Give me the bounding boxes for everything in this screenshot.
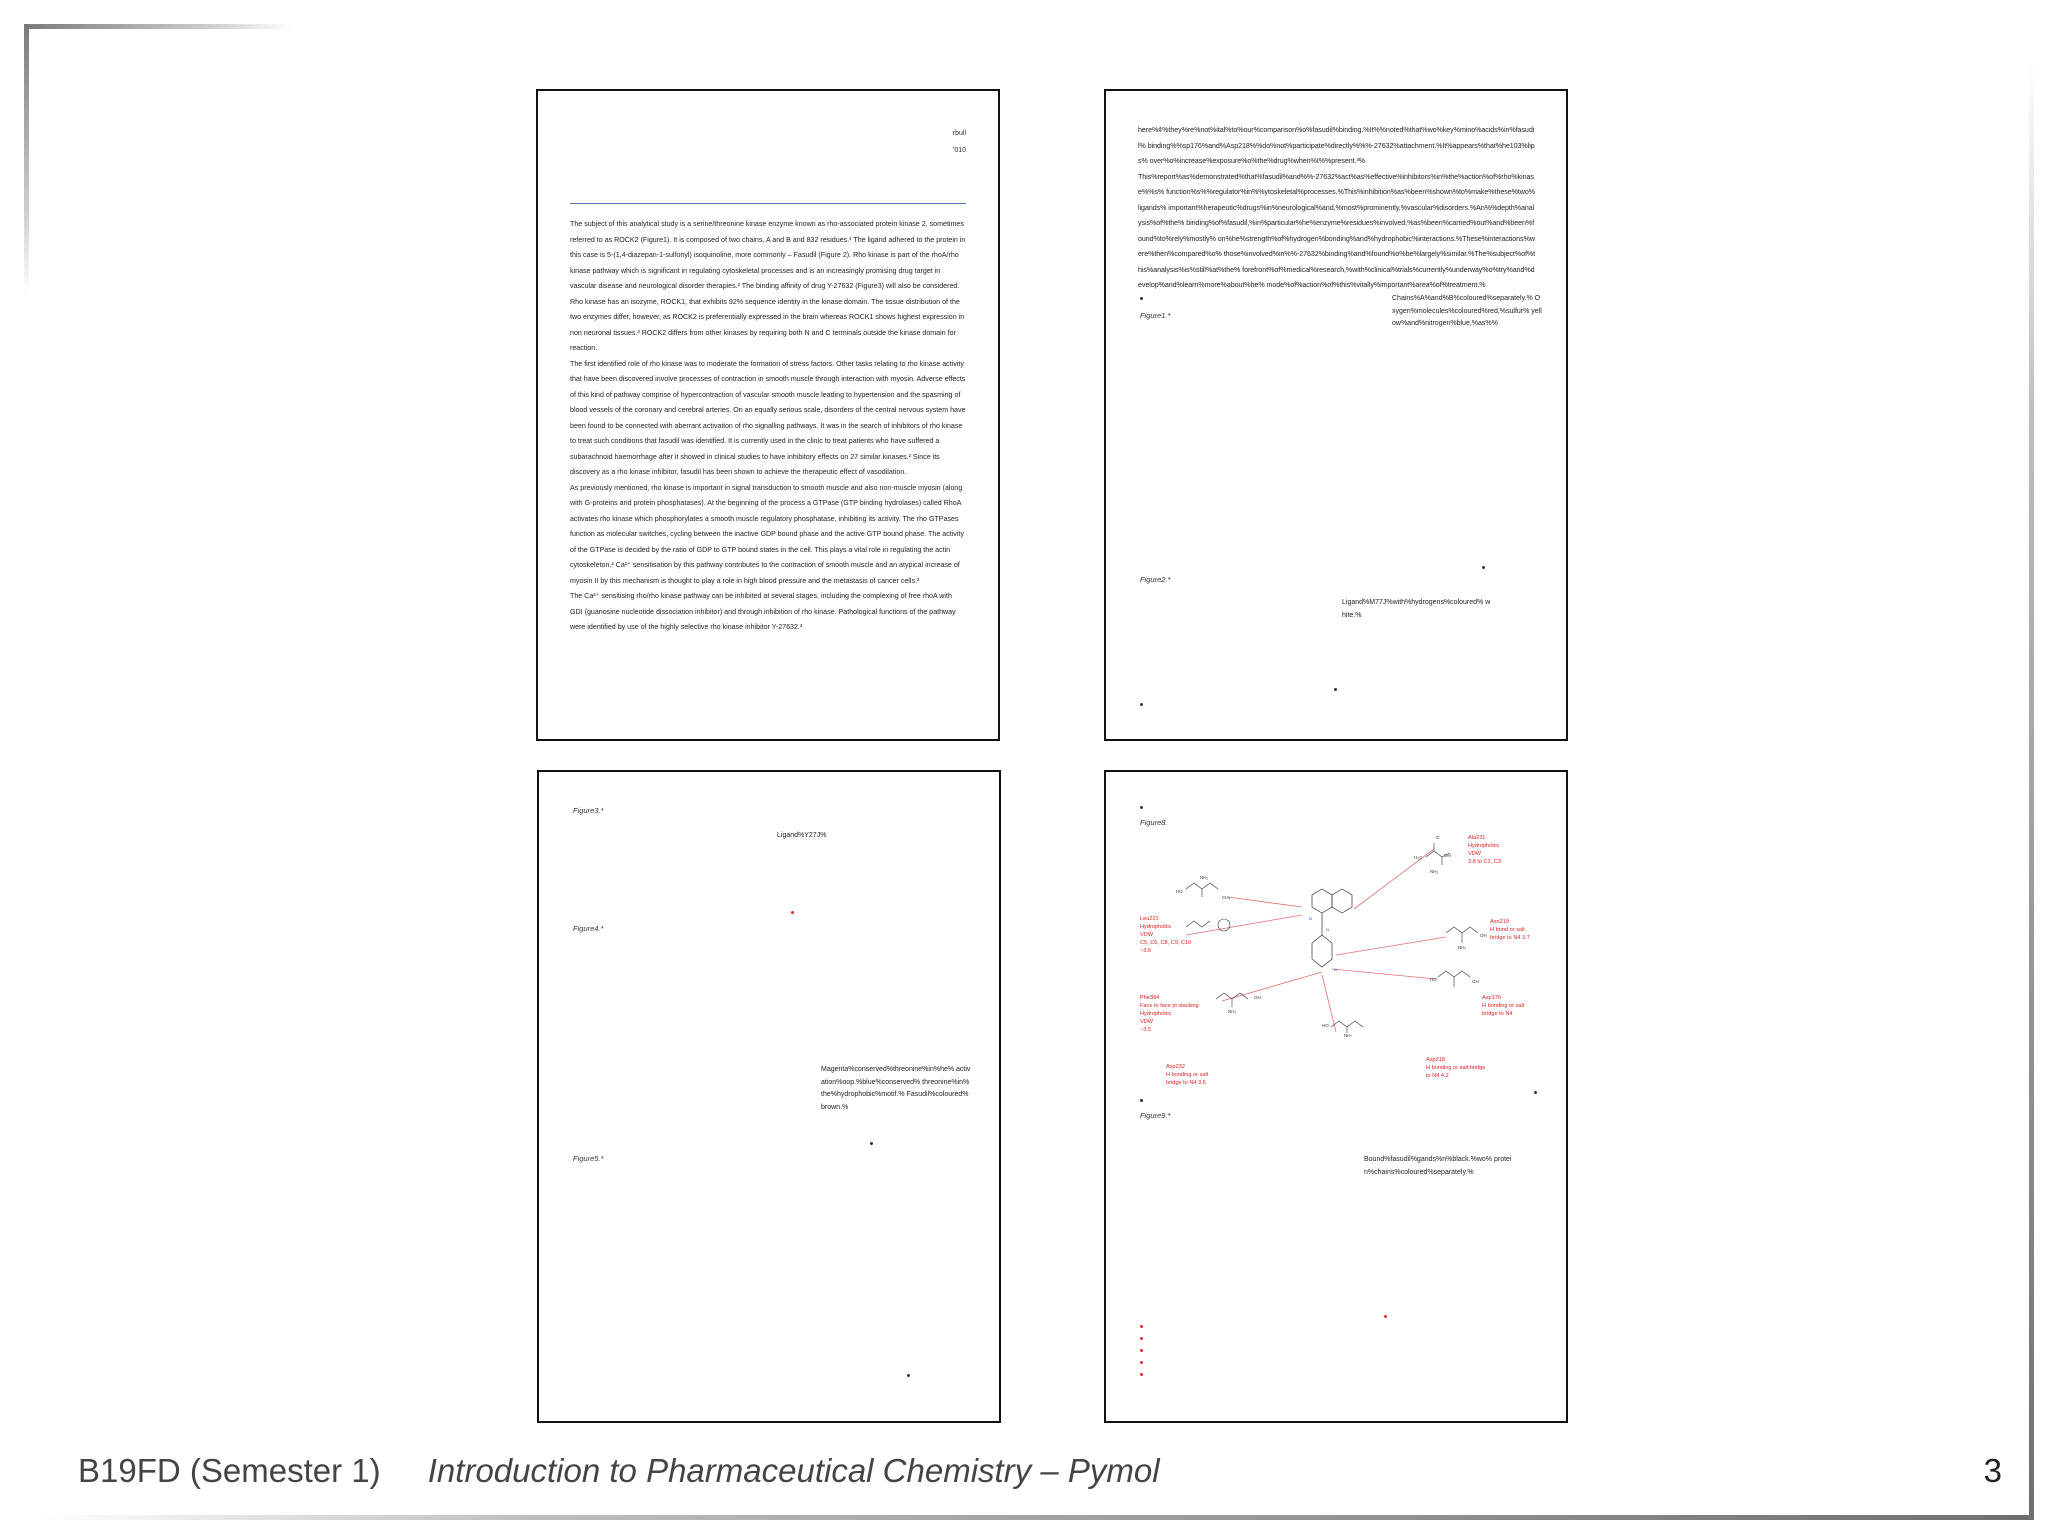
atom-ho: HO xyxy=(1322,1023,1329,1028)
atom-ho: HO xyxy=(1176,889,1183,894)
header-rule xyxy=(570,203,966,204)
annotation-line: Asp232 xyxy=(1166,1064,1185,1070)
atom-labels xyxy=(1309,916,1337,972)
annotation-line: Asp218 xyxy=(1426,1057,1445,1063)
atom-n: N xyxy=(1309,916,1312,921)
annotation-phe384 xyxy=(1140,994,1199,1034)
bullet-mark xyxy=(1534,1091,1537,1094)
atom-n: N xyxy=(1334,967,1337,972)
annotation-line: ~3.6 xyxy=(1140,948,1152,954)
annotation-line: Hydrophobic xyxy=(1140,924,1172,930)
annotation-line: bridge to N4 xyxy=(1482,1011,1513,1017)
slide-footer xyxy=(78,1452,1160,1490)
figure-5-label: Figure5.* xyxy=(573,1154,604,1163)
document-page-4 xyxy=(1104,770,1568,1423)
bullet-mark xyxy=(1140,1349,1143,1352)
bullet-mark xyxy=(791,911,794,914)
annotation-line: H bonding or salt xyxy=(1166,1072,1209,1078)
paragraph: This%report%as%demonstrated%that%fasudil%and%%-27632%act%as%effective%inhibitors%in%the%action%of%rho%kinase%%s% function%s%%regulator%in%%ytoskeletal%processes.%This%inhibition%as%been%shown%to%make%these%two%ligands% important%herapeutic%drugs%in%neurological%and,%most%prominently,%vascular%disorders.%An%%depth%analysis%of%the% binding%of%fasudil,%in%particular%he%enzyme%residues%involved,%as%been%carried%out%and%been%found%to%rely%mostly% on%he%strength%of%hydrogen%bonding%and%hydrophobic%interactions.%These%interactions%were%then%compared%o% those%involved%in%%-27632%binding%and%found%o%be%largely%similar.%The%subject%of%this%analysis%is%still%at%the% forefront%of%medical%research,%with%clinical%trials%currently%underway%o%try%and%develop%and%learn%more%about%he% mode%of%action%of%this%vitally%important%area%of%treatment.% xyxy=(1138,172,1536,289)
bullet-mark xyxy=(1140,1337,1143,1340)
atom-nh2: NH₂ xyxy=(1200,875,1209,880)
atom-oh: OH xyxy=(1472,979,1479,984)
figure-2-label: Figure2.* xyxy=(1140,575,1171,584)
figure-4-caption: Magenta%conserved%threonine%in%he% activation%oop.%blue%conserved% threonine%in%the%hydrophobic%motif.% Fasudil%coloured%brown.% xyxy=(821,1066,971,1111)
annotation-line: Hydrophobic xyxy=(1468,843,1500,849)
annotation-line: Hydrophobic xyxy=(1140,1011,1172,1017)
figure-9-label: Figure9.* xyxy=(1140,1111,1171,1120)
paragraph: The subject of this analytical study is a serine/threonine kinase enzyme known as rho-associated protein kinase 2, sometimes referred to as ROCK2 (Figure1). It is composed of two chains, A and B and 832 residues.¹ The ligand adhered to the protein in this case is 5-(1,4-diazepan-1-sulfonyl) isoquinoline, more commonly – Fasudil (Figure 2). Rho kinase is part of the rhoA/rho kinase pathway which is significant in regulating cytoskeletal processes and is an increasingly promising drug target in vascular disease and neurological disorder therapies.² The binding affinity of drug Y-27632 (Figure3) will also be considered. xyxy=(570,220,966,290)
atom-oh: OH xyxy=(1254,995,1261,1000)
annotation-asp218 xyxy=(1426,1056,1485,1080)
annotation-line: Asn219 xyxy=(1490,919,1509,925)
bullet-mark xyxy=(1482,566,1485,569)
annotation-ala231 xyxy=(1468,834,1501,866)
frame-shadow-bottom xyxy=(40,1515,2034,1520)
annotation-line: Phe384 xyxy=(1140,995,1160,1001)
page1-header xyxy=(953,125,966,159)
document-page-2 xyxy=(1104,89,1568,741)
bullet-mark xyxy=(1140,1099,1143,1102)
annotation-line: Ala231 xyxy=(1468,835,1486,841)
paragraph: As previously mentioned, rho kinase is important in signal transduction to smooth muscle and also non-muscle myosin (along with G-proteins and protein phosphatases). At the beginning of the process a GTPase (GTP binding hydrolases) called RhoA activates rho kinase which phosphorylates a smooth muscle regulatory phosphatase, inhibiting its activity. The rho GTPases function as molecular switches, cycling between the inactive GDP bound phase and the active GTP bound phase. The activity of the GTPase is decided by the ratio of GDP to GTP bound states in the cell. This plays a vital role in regulating the actin cytoskeleton.² Ca²⁺ sensitisation by this pathway contributes to the contraction of smooth muscle and an atypical increase of myosin II by this mechanism is thought to play a role in high blood pressure and the metastasis of cancer cells.² xyxy=(570,483,964,585)
annotation-line: H bonding or salt xyxy=(1482,1003,1525,1009)
document-page-1 xyxy=(536,89,1000,741)
figure-4-label: Figure4.* xyxy=(573,924,604,933)
paragraph: The first identified role of rho kinase was to moderate the formation of stress factors. Other tasks relating to rho kinase activity that have been discovered involve processes of contraction in smooth muscle through interaction with myosin. Adverse effects of this kind of pathway comprise of hypercontraction of vascular smooth muscle leading to hypertension and the spasming of blood vessels of the coronary and cerebral arteries. On an equally serious scale, disorders of the central nervous system have been found to be connected with aberrant activation of rho signalling pathways. It was in the search of inhibitors of rho kinase to treat such conditions that fasudil was identified. It is currently used in the clinic to treat patients who have suffered a subarachnoid haemorrhage after it showed in clinical studies to have inhibitory effects on 27 similar kinases.² Since its discovery as a rho kinase inhibitor, fasudil has been shown to achieve the therapeutic effect of vasodilation. xyxy=(570,359,966,476)
bullet-mark xyxy=(1140,1361,1143,1364)
page1-header-line: rbull xyxy=(952,130,966,137)
atom-h3c: H₃C xyxy=(1414,855,1423,860)
atom-n: N xyxy=(1326,927,1329,932)
figure-9-caption: Bound%fasudil%gands%n%black.%wo% protein%chains%coloured%separately.% xyxy=(1364,1156,1512,1176)
figure-3-label: Figure3.* xyxy=(573,806,604,815)
annotation-line: to N4 4.2 xyxy=(1426,1073,1449,1079)
frame-shadow-top xyxy=(24,24,294,29)
bullet-mark xyxy=(1140,297,1143,300)
annotation-line: H bond or salt xyxy=(1490,927,1525,933)
bullet-mark xyxy=(870,1142,873,1145)
figure-3-caption: Ligand%Y27J% xyxy=(777,832,827,839)
annotation-line: 3.8 to C2, C3 xyxy=(1468,859,1501,865)
annotation-line: VDW xyxy=(1140,932,1154,938)
page1-header-line: '010 xyxy=(952,147,966,154)
bullet-mark xyxy=(1384,1315,1387,1318)
bullet-mark xyxy=(1140,806,1143,809)
slide-number: 3 xyxy=(1983,1452,2002,1489)
page2-body xyxy=(1138,123,1536,294)
atom-nh2: NH₂ xyxy=(1430,869,1439,874)
figure-1-caption: Chains%A%and%B%coloured%separately.% Oxygen%molecules%coloured%red,%sulfur% yellow%and%nitrogen%blue,%as%% xyxy=(1392,295,1542,327)
paragraph: Rho kinase has an isozyme, ROCK1, that exhibits 92% sequence identity in the kinase domain. The tissue distribution of the two enzymes differ, however, as ROCK2 is preferentially expressed in the brain whereas ROCK1 shows highest expression in non neuronal tissues.³ ROCK2 differs from other kinases by requiring both N and C terminals outside the kinase domain for reaction. xyxy=(570,297,965,352)
annotation-asn219 xyxy=(1490,918,1530,942)
annotation-line: Leu221 xyxy=(1140,916,1159,922)
annotation-line: VDW xyxy=(1468,851,1482,857)
annotation-line: ~3.5 xyxy=(1140,1027,1152,1033)
figure-8-label: Figure8. xyxy=(1140,818,1168,827)
bullet-mark xyxy=(1334,688,1337,691)
slide-subtitle: Introduction to Pharmaceutical Chemistry – Pymol xyxy=(427,1452,1160,1489)
bullet-mark xyxy=(907,1374,910,1377)
paragraph: here%¢%they%re%not%ital%to%our%comparison%o%fasudil%binding.%It%%noted%that%wo%key%mino%acids%in%fasudil% binding%%sp176%and%Asp218%%do%not%participate%directly%%%-27632%attachment.%It%appears%that%he103%lips% over%o%increase%exposure%o%the%drug%when%I%%present.³% xyxy=(1138,126,1535,165)
atom-o: O xyxy=(1436,835,1440,840)
frame-shadow-left xyxy=(24,24,29,294)
annotation-line: Face to face pi stacking xyxy=(1140,1003,1199,1009)
annotation-line: bridge to N4 3.6 xyxy=(1166,1080,1206,1086)
course-code: B19FD (Semester 1) xyxy=(78,1452,381,1489)
annotation-line: bridge to N4 3.7 xyxy=(1490,935,1530,941)
bullet-mark xyxy=(1140,703,1143,706)
atom-nh2: NH₂ xyxy=(1344,1033,1353,1037)
figure-1-label: Figure1.* xyxy=(1140,311,1171,320)
frame-shadow-right xyxy=(2029,60,2034,1520)
annotation-line: H bonding or salt bridge xyxy=(1426,1065,1486,1071)
page1-body xyxy=(570,217,966,636)
annotation-leu221 xyxy=(1140,915,1191,955)
annotation-asp176 xyxy=(1482,994,1524,1018)
annotation-line: C5, C6, C8, C9, C10 xyxy=(1140,940,1192,946)
fasudil-structure xyxy=(1312,889,1352,967)
bullet-mark xyxy=(1140,1373,1143,1376)
atom-oh: OH xyxy=(1480,933,1487,938)
atom-nh2: NH₂ xyxy=(1458,945,1467,950)
atom-nh2: NH₂ xyxy=(1228,1009,1237,1014)
document-page-3 xyxy=(537,770,1001,1423)
bullet-mark xyxy=(1140,1325,1143,1328)
atom-oh: OH xyxy=(1444,853,1451,858)
atom-ch3: CH₃ xyxy=(1222,895,1231,900)
residue-atom-labels xyxy=(1176,835,1487,1037)
figure-2-caption: Ligand%M77J%with%hydrogens%coloured% white.% xyxy=(1342,599,1491,619)
annotation-line: VDW xyxy=(1140,1019,1154,1025)
atom-ho: HO xyxy=(1430,977,1437,982)
paragraph: The Ca²⁺ sensitising rho/rho kinase pathway can be inhibited at several stages, including the complexing of free rhoA with GDI (guanosine nucleotide dissociation inhibitor) and through inhibition of rho kinase. Pathological functions of the pathway were identified by use of the highly selective rho kinase inhibitor Y-27632.³ xyxy=(570,592,956,631)
interaction-lines xyxy=(1186,849,1446,1032)
annotation-line: Asp176 xyxy=(1482,995,1501,1001)
annotation-asp232 xyxy=(1166,1063,1208,1087)
